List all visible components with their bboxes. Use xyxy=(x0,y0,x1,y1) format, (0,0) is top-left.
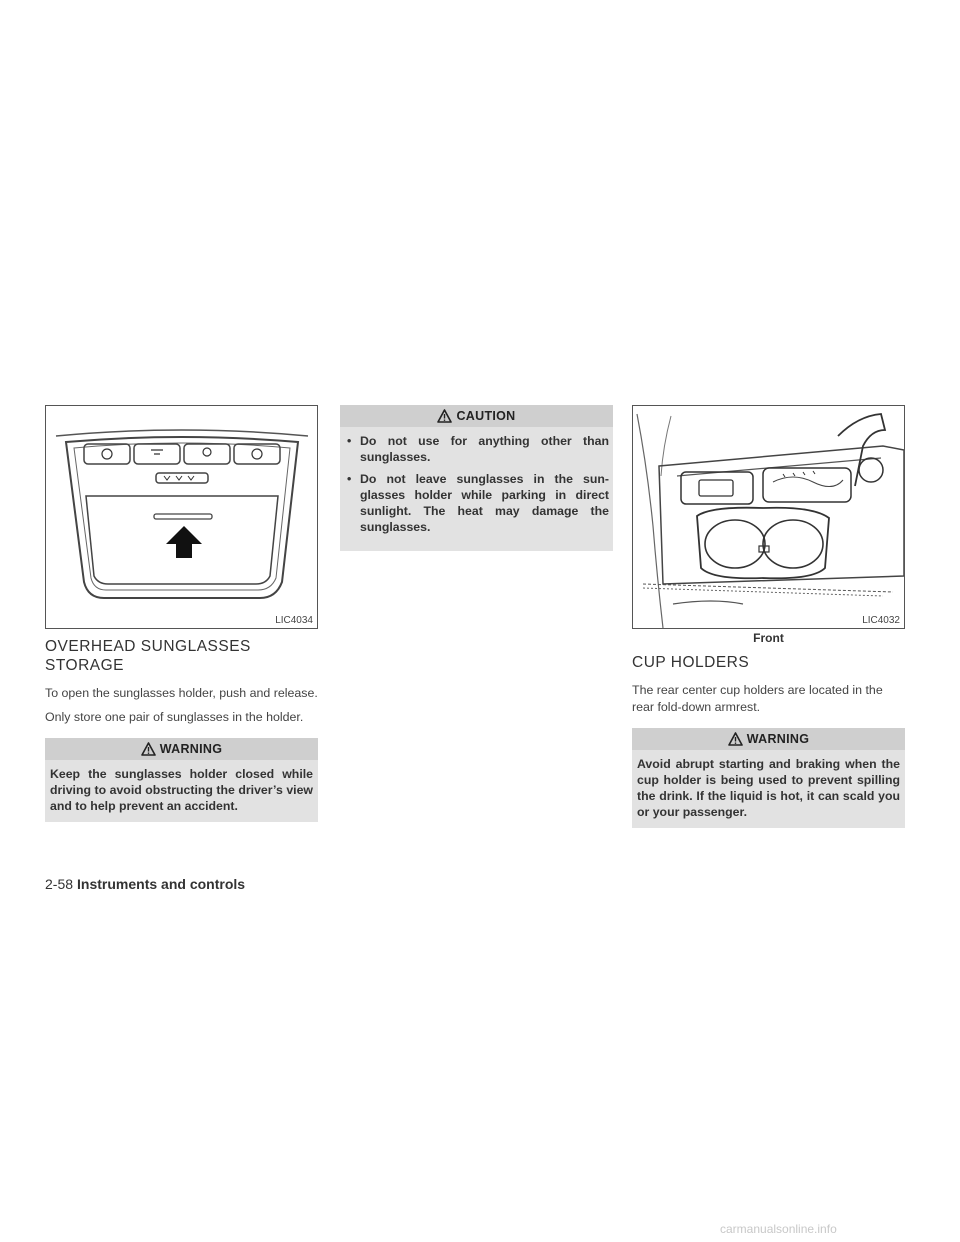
cup-holder-illustration xyxy=(633,406,904,628)
warning-box-cup-holder xyxy=(632,728,905,828)
warning-triangle-icon xyxy=(437,409,452,423)
overhead-console-illustration xyxy=(46,406,317,628)
caution-item: • Do not use for anything other than sunglasses. xyxy=(344,433,609,465)
watermark-text: carmanualsonline.info xyxy=(720,1222,837,1236)
warning-label: WARNING xyxy=(746,732,810,746)
paragraph-open-holder: To open the sunglasses holder, push and release. xyxy=(45,686,318,700)
warning-triangle-icon xyxy=(728,732,743,746)
overhead-console-figure xyxy=(45,405,318,629)
column-overhead-sunglasses xyxy=(45,405,318,822)
warning-triangle-icon xyxy=(141,742,156,756)
figure-code: LIC4032 xyxy=(862,615,900,626)
caution-list xyxy=(340,427,613,545)
section-title-cup-holders: CUP HOLDERS xyxy=(632,654,750,671)
warning-text: Avoid abrupt starting and braking when the cup holder is being used to prevent spilling the drink. If the liquid is hot, it can scald you or your passenger. xyxy=(637,757,900,819)
caution-header xyxy=(340,405,613,427)
figure-caption-front: Front xyxy=(753,631,784,645)
page-footer xyxy=(45,876,245,892)
caution-box-sunglasses xyxy=(340,405,613,551)
column-cup-holders xyxy=(632,405,905,828)
warning-label: WARNING xyxy=(159,742,223,756)
section-name: Instruments and controls xyxy=(77,876,246,892)
paragraph-cup-holder-location: The rear center cup holders are located in the rear fold-down armrest. xyxy=(632,683,883,714)
page-number: 2-58 xyxy=(45,876,74,892)
warning-box-sunglasses xyxy=(45,738,318,822)
section-title-overhead-sunglasses: OVERHEAD SUNGLASSES STORAGE xyxy=(45,638,251,674)
warning-text: Keep the sunglasses holder closed while driving to avoid obstructing the driver’s view and to help prevent an accident. xyxy=(50,767,313,813)
caution-item: • Do not leave sunglasses in the sun-glasses holder while parking in direct sunlight. The heat may damage the sunglasses. xyxy=(344,471,609,535)
warning-header xyxy=(45,738,318,760)
paragraph-store-one-pair: Only store one pair of sunglasses in the holder. xyxy=(45,710,304,724)
cup-holder-figure xyxy=(632,405,905,629)
figure-code: LIC4034 xyxy=(275,615,313,626)
column-caution xyxy=(340,405,613,551)
caution-label: CAUTION xyxy=(456,409,516,423)
warning-header xyxy=(632,728,905,750)
